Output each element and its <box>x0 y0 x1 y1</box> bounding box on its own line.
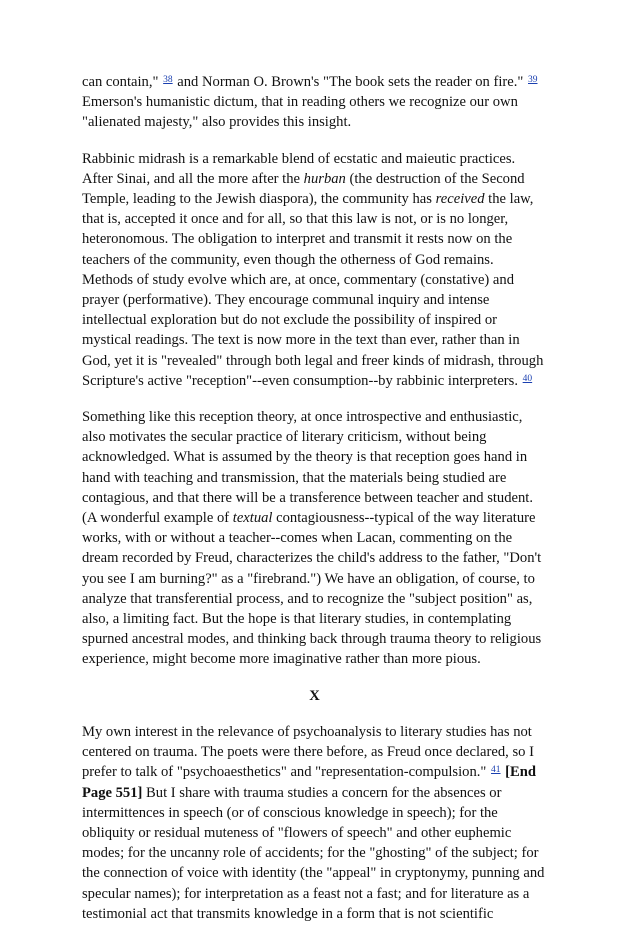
paragraph-text: Something like this reception theory, at once introspective and enthusiastic, also motivates the secular practice of literary criticism, without being acknowledged. What is assumed by the theory is that reception goes hand in hand with teaching and transmission, that the materials being studied are contagious, and that there will be a transference between teacher and student. (A wonderful example of <box>82 409 533 527</box>
paragraph-text: (the destruction of the Second Temple, leading to the Jewish diaspora), the community has <box>82 170 525 208</box>
footnote-link-39[interactable]: 39 <box>528 75 538 85</box>
paragraph-2 <box>82 149 547 391</box>
paragraph-text: and Norman O. Brown's "The book sets the reader on fire." <box>177 74 524 90</box>
footnote-link-38[interactable]: 38 <box>163 75 173 85</box>
paragraph-text: contagiousness--typical of the way literature works, with or without a teacher--comes when Lacan, commenting on the dream recorded by Freud, characterizes the child's address to the father, "Don't you see I am burning?" as a "firebrand.") We have an obligation, of course, to analyze that transferential process, and to recognize the "subject position" as, also, a limiting fact. But the hope is that literary studies, in contemplating spurned ancestral modes, and thinking back through trauma theory to religious experience, might become more imaginative rather than more pious. <box>82 510 542 668</box>
page-marker: [End Page 551] <box>82 764 536 801</box>
italic-term: textual <box>232 510 273 527</box>
paragraph-text: the law, that is, accepted it once and for all, so that this law is not, or is no longer, heteronomous. The obligation to interpret and transmit it rests now on the teachers of the community, even though the otherness of God remains. Methods of study evolve which are, at once, commentary (constative) and prayer (performative). They encourage communal inquiry and intense intellectual exploration but do not exclude the possibility of inspired or mystical readings. The text is now more in the text than ever, rather than in God, yet it is "revealed" through both legal and freer kinds of midrash, through Scripture's active "reception"--even consumption--by rabbinic interpreters. <box>82 191 544 389</box>
section-heading: X <box>309 687 320 704</box>
paragraph-text: But I share with trauma studies a concern for the absences or intermittences in speech (or of conscious knowledge in speech); for the obliquity or residual muteness of "flowers of speech" and other euphemic modes; for the uncanny role of accidents; for the "ghosting" of the subject; for the connection of voice with identity (the "appeal" in cryptonymy, punning and specular names); for interpretation as a feast not a fast; and for literature as a testimonial act that transmits knowledge in a form that is not scientific <box>82 784 545 922</box>
paragraph-3 <box>82 407 547 670</box>
paragraph-text: My own interest in the relevance of psychoanalysis to literary studies has not centered on trauma. The poets were there before, as Freud once declared, so I prefer to talk of "psychoaesthetics" and "representation-compulsion." <box>82 723 534 781</box>
paragraph-text: can contain," <box>82 74 159 90</box>
footnote-link-40[interactable]: 40 <box>522 373 533 384</box>
footnote-link-41[interactable]: 41 <box>491 765 501 776</box>
paragraph-text: Rabbinic midrash is a remarkable blend of ecstatic and maieutic practices. After Sinai, and all the more after the <box>82 150 516 187</box>
paragraph-1 <box>82 72 547 133</box>
paragraph-text: Emerson's humanistic dictum, that in reading others we recognize our own "alienated majesty," also provides this insight. <box>82 94 518 131</box>
paragraph-4 <box>82 722 547 924</box>
italic-term: received <box>435 191 485 208</box>
italic-term: hurban <box>303 170 346 187</box>
article-body <box>82 72 547 940</box>
